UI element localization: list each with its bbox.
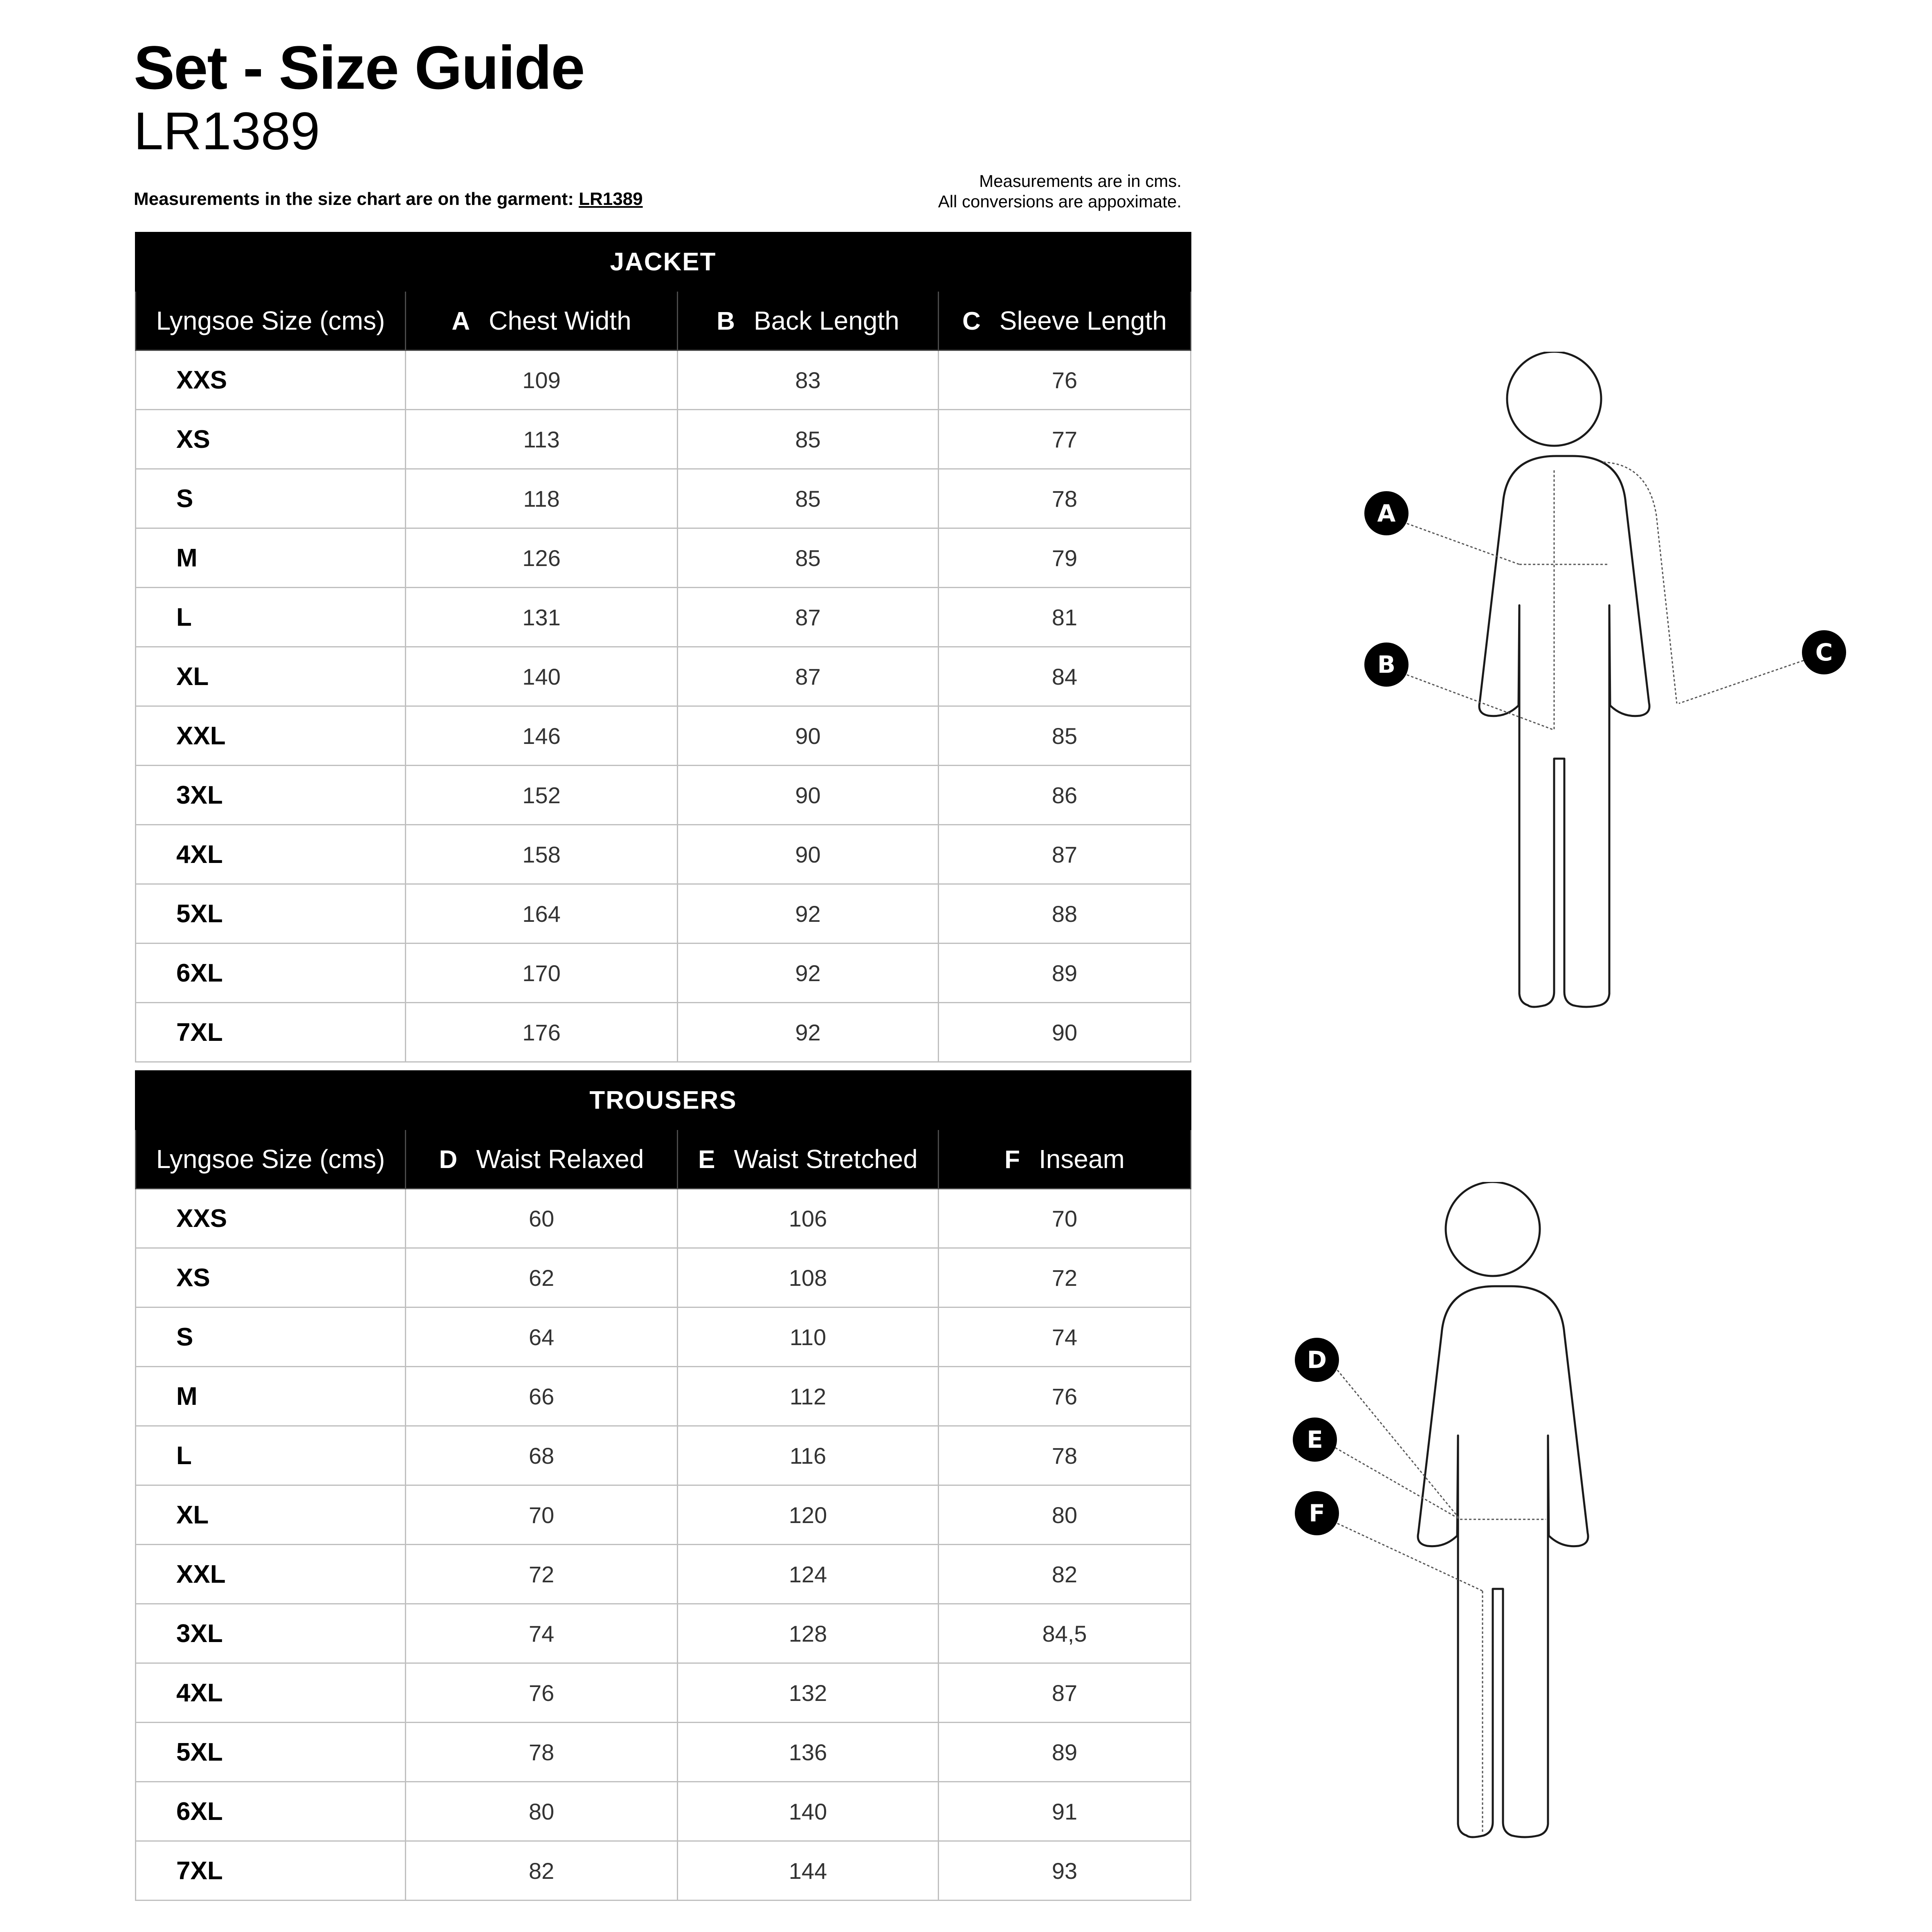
- size-label: M: [136, 528, 406, 588]
- measurement-value: 106: [678, 1189, 939, 1248]
- trousers-col-e: [678, 1130, 939, 1189]
- measurement-value: 131: [406, 588, 678, 647]
- callout-letter: B: [1377, 651, 1396, 678]
- trousers-col-d: [406, 1130, 678, 1189]
- jacket-table-row: [136, 469, 1191, 528]
- measurement-value: 86: [939, 766, 1191, 825]
- measurement-value: 72: [939, 1248, 1191, 1307]
- jacket-table-row: [136, 944, 1191, 1003]
- trousers-table-row: [136, 1248, 1191, 1307]
- size-label: L: [136, 1426, 406, 1485]
- jacket-table-row: [136, 884, 1191, 944]
- size-label: XXL: [136, 706, 406, 766]
- measurement-value: 85: [678, 528, 939, 588]
- measurement-value: 87: [678, 588, 939, 647]
- measurement-value: 110: [678, 1307, 939, 1367]
- measurement-value: 85: [939, 706, 1191, 766]
- measurement-value: 89: [939, 944, 1191, 1003]
- trousers-table-row: [136, 1841, 1191, 1901]
- measurement-value: 82: [939, 1545, 1191, 1604]
- measurement-value: 78: [939, 469, 1191, 528]
- measurement-value: 87: [939, 1663, 1191, 1723]
- size-label: 7XL: [136, 1841, 406, 1901]
- trousers-section-title: TROUSERS: [136, 1071, 1191, 1130]
- trousers-table-row: [136, 1307, 1191, 1367]
- measurement-value: 80: [406, 1782, 678, 1841]
- measurement-value: 92: [678, 884, 939, 944]
- measurement-value: 70: [939, 1189, 1191, 1248]
- measurement-value: 60: [406, 1189, 678, 1248]
- trousers-table-row: [136, 1189, 1191, 1248]
- garment-note-text: Measurements in the size chart are on the garment:: [134, 189, 579, 209]
- measurement-value: 140: [406, 647, 678, 706]
- measurement-value: 146: [406, 706, 678, 766]
- measure-guide-line: [1337, 1523, 1483, 1591]
- callout-letter: E: [1307, 1426, 1323, 1453]
- jacket-table-row: [136, 706, 1191, 766]
- measurement-value: 88: [939, 884, 1191, 944]
- jacket-section-title: JACKET: [136, 233, 1191, 291]
- column-letter: C: [962, 307, 981, 335]
- measurement-value: 90: [678, 706, 939, 766]
- callout-letter: C: [1815, 638, 1833, 666]
- size-label: 3XL: [136, 766, 406, 825]
- measurement-value: 152: [406, 766, 678, 825]
- measurement-value: 132: [678, 1663, 939, 1723]
- column-label: Sleeve Length: [999, 306, 1167, 335]
- measurement-value: 85: [678, 410, 939, 469]
- page-title: Set - Size Guide: [134, 33, 584, 102]
- size-label: S: [136, 469, 406, 528]
- measurement-value: 92: [678, 944, 939, 1003]
- size-label: 6XL: [136, 944, 406, 1003]
- measurement-value: 90: [678, 766, 939, 825]
- measurement-value: 124: [678, 1545, 939, 1604]
- measurement-value: 62: [406, 1248, 678, 1307]
- size-label: XL: [136, 1485, 406, 1545]
- measurement-value: 170: [406, 944, 678, 1003]
- size-label: 4XL: [136, 1663, 406, 1723]
- column-letter: F: [1004, 1146, 1020, 1174]
- units-note-line-2: All conversions are appoximate.: [938, 192, 1182, 211]
- measurement-value: 116: [678, 1426, 939, 1485]
- measurement-value: 84,5: [939, 1604, 1191, 1663]
- measurement-value: 118: [406, 469, 678, 528]
- measurement-value: 126: [406, 528, 678, 588]
- measure-guide-line: [1679, 660, 1804, 703]
- size-label: M: [136, 1367, 406, 1426]
- trousers-section-header: [136, 1071, 1191, 1130]
- size-label: L: [136, 588, 406, 647]
- trousers-table-row: [136, 1723, 1191, 1782]
- measurement-value: 76: [406, 1663, 678, 1723]
- units-note: [938, 171, 1182, 212]
- measure-guide-line: [1335, 1448, 1460, 1519]
- jacket-col-size: [136, 291, 406, 350]
- measurement-value: 82: [406, 1841, 678, 1901]
- size-label: 3XL: [136, 1604, 406, 1663]
- column-label: Lyngsoe Size (cms): [156, 306, 385, 335]
- measurement-value: 108: [678, 1248, 939, 1307]
- jacket-table-row: [136, 825, 1191, 884]
- trousers-table-row: [136, 1367, 1191, 1426]
- size-label: 4XL: [136, 825, 406, 884]
- jacket-table-body: [136, 350, 1191, 1062]
- trousers-table-row: [136, 1782, 1191, 1841]
- measurement-value: 176: [406, 1003, 678, 1062]
- trousers-table-row: [136, 1485, 1191, 1545]
- measurement-value: 74: [406, 1604, 678, 1663]
- body-shape: [1479, 456, 1649, 1007]
- measurement-value: 72: [406, 1545, 678, 1604]
- jacket-col-a: [406, 291, 678, 350]
- column-label: Waist Stretched: [734, 1144, 918, 1174]
- size-label: 7XL: [136, 1003, 406, 1062]
- measurement-value: 84: [939, 647, 1191, 706]
- callout-letter: F: [1309, 1499, 1325, 1527]
- garment-note: [134, 189, 643, 209]
- measurement-value: 109: [406, 350, 678, 410]
- jacket-table-row: [136, 588, 1191, 647]
- measurement-value: 164: [406, 884, 678, 944]
- size-label: XXS: [136, 1189, 406, 1248]
- jacket-table-row: [136, 1003, 1191, 1062]
- measurement-value: 128: [678, 1604, 939, 1663]
- body-shape: [1418, 1286, 1588, 1837]
- jacket-table-row: [136, 647, 1191, 706]
- measurement-value: 76: [939, 350, 1191, 410]
- measurement-value: 68: [406, 1426, 678, 1485]
- jacket-col-b: [678, 291, 939, 350]
- column-label: Chest Width: [489, 306, 631, 335]
- product-code: LR1389: [134, 101, 320, 161]
- measurement-value: 76: [939, 1367, 1191, 1426]
- measurement-value: 64: [406, 1307, 678, 1367]
- jacket-table-row: [136, 766, 1191, 825]
- measurement-value: 85: [678, 469, 939, 528]
- measurement-value: 80: [939, 1485, 1191, 1545]
- measurement-value: 90: [678, 825, 939, 884]
- jacket-col-c: [939, 291, 1191, 350]
- column-letter: E: [698, 1146, 715, 1174]
- column-letter: A: [452, 307, 470, 335]
- trousers-body-outline: [1418, 1182, 1588, 1837]
- measurement-value: 90: [939, 1003, 1191, 1062]
- measurement-value: 92: [678, 1003, 939, 1062]
- measurement-value: 112: [678, 1367, 939, 1426]
- jacket-column-headers: [136, 291, 1191, 350]
- trousers-table-row: [136, 1663, 1191, 1723]
- trousers-table-body: [136, 1189, 1191, 1901]
- size-label: 5XL: [136, 884, 406, 944]
- measurement-value: 87: [678, 647, 939, 706]
- column-label: Lyngsoe Size (cms): [156, 1144, 385, 1174]
- measure-guide-line: [1337, 1370, 1460, 1519]
- size-label: 5XL: [136, 1723, 406, 1782]
- measure-guide-line: [1407, 523, 1519, 564]
- measurement-value: 78: [406, 1723, 678, 1782]
- head-shape: [1507, 352, 1601, 446]
- measurement-value: 70: [406, 1485, 678, 1545]
- column-label: Back Length: [753, 306, 899, 335]
- jacket-section-header: [136, 233, 1191, 291]
- size-label: 6XL: [136, 1782, 406, 1841]
- size-label: XS: [136, 1248, 406, 1307]
- measurement-value: 120: [678, 1485, 939, 1545]
- trousers-measurement-figure: [1288, 1182, 1902, 1877]
- measurement-value: 144: [678, 1841, 939, 1901]
- jacket-table-row: [136, 410, 1191, 469]
- trousers-size-table: [135, 1070, 1191, 1901]
- measurement-value: 79: [939, 528, 1191, 588]
- jacket-table-row: [136, 350, 1191, 410]
- sleeve-length-guide: [1603, 462, 1677, 703]
- jacket-measurement-figure: [1350, 352, 1865, 1014]
- garment-code-link[interactable]: LR1389: [579, 189, 643, 209]
- trousers-table-row: [136, 1426, 1191, 1485]
- measurement-value: 158: [406, 825, 678, 884]
- measurement-value: 136: [678, 1723, 939, 1782]
- measurement-value: 78: [939, 1426, 1191, 1485]
- measurement-value: 74: [939, 1307, 1191, 1367]
- column-label: Waist Relaxed: [476, 1144, 644, 1174]
- callout-letter: A: [1377, 499, 1396, 527]
- measurement-value: 93: [939, 1841, 1191, 1901]
- measurement-value: 113: [406, 410, 678, 469]
- trousers-table-row: [136, 1604, 1191, 1663]
- jacket-table-row: [136, 528, 1191, 588]
- units-note-line-1: Measurements are in cms.: [979, 171, 1182, 191]
- measurement-value: 83: [678, 350, 939, 410]
- measurement-value: 66: [406, 1367, 678, 1426]
- column-letter: B: [717, 307, 735, 335]
- jacket-size-table: [135, 232, 1191, 1063]
- head-shape: [1446, 1182, 1540, 1276]
- trousers-table-row: [136, 1545, 1191, 1604]
- size-label: XXL: [136, 1545, 406, 1604]
- measurement-value: 81: [939, 588, 1191, 647]
- callout-letter: D: [1307, 1346, 1327, 1374]
- trousers-column-headers: [136, 1130, 1191, 1189]
- measurement-value: 91: [939, 1782, 1191, 1841]
- trousers-col-size: [136, 1130, 406, 1189]
- size-label: XL: [136, 647, 406, 706]
- measurement-value: 77: [939, 410, 1191, 469]
- size-label: XXS: [136, 350, 406, 410]
- trousers-col-f: [939, 1130, 1191, 1189]
- measure-guide-line: [1407, 675, 1554, 730]
- size-label: XS: [136, 410, 406, 469]
- measurement-value: 87: [939, 825, 1191, 884]
- jacket-body-outline: [1479, 352, 1649, 1007]
- measurement-value: 140: [678, 1782, 939, 1841]
- measurement-value: 89: [939, 1723, 1191, 1782]
- column-label: Inseam: [1039, 1144, 1125, 1174]
- size-label: S: [136, 1307, 406, 1367]
- column-letter: D: [439, 1146, 458, 1174]
